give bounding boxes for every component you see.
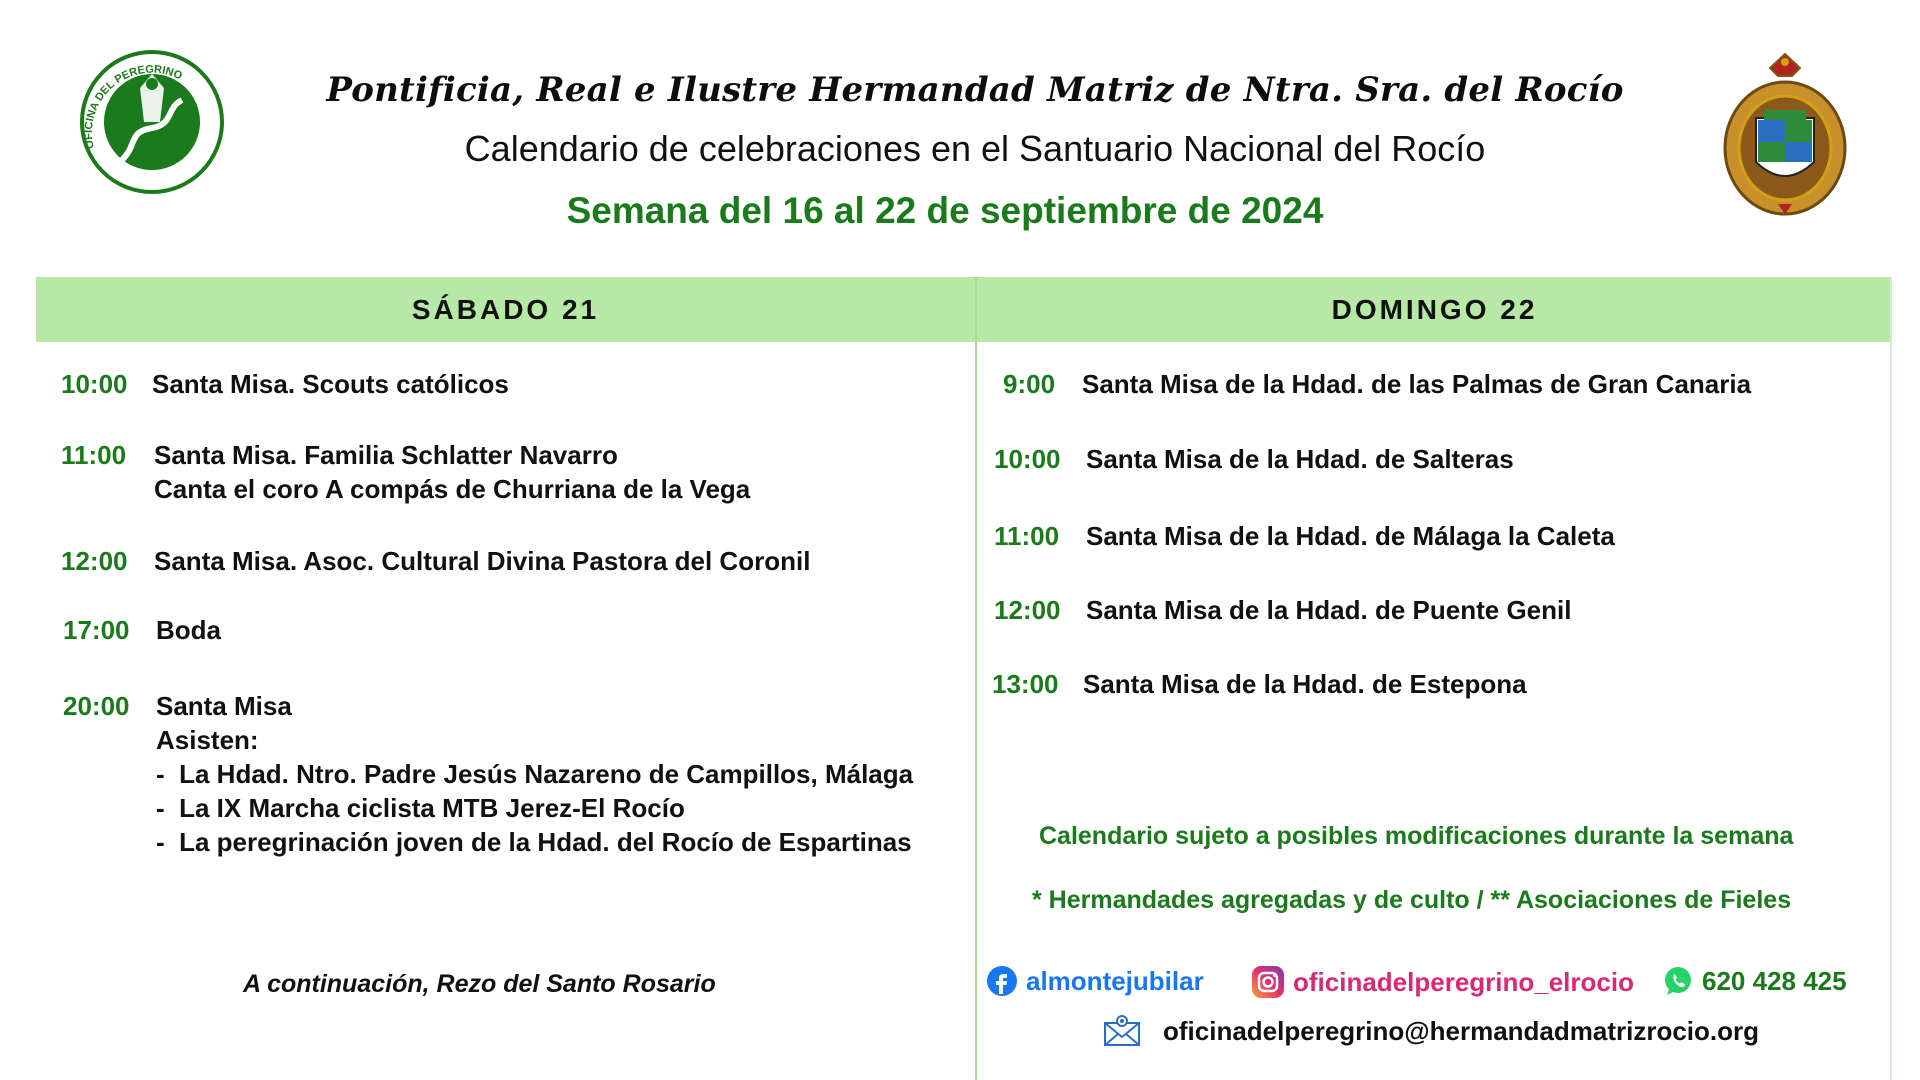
whatsapp-link[interactable] [1662, 965, 1847, 997]
event-description [1086, 442, 1514, 476]
instagram-icon [1251, 965, 1285, 999]
event-description [1083, 667, 1527, 701]
event-time: 12:00 [994, 595, 1061, 625]
facebook-handle: almontejubilar [1026, 965, 1204, 996]
event-line: Boda [156, 615, 221, 645]
event-line: Santa Misa de la Hdad. de Puente Genil [1086, 595, 1572, 625]
event-description [152, 367, 509, 401]
event-time: 12:00 [61, 546, 128, 576]
event-time: 17:00 [63, 615, 130, 645]
brotherhood-coat-of-arms-icon [1720, 50, 1850, 220]
event-line: Santa Misa. Asoc. Cultural Divina Pastora del Coronil [154, 546, 811, 576]
logo-text: OFICINA DEL PEREGRINO [82, 63, 184, 150]
event-line: Canta el coro A compás de Churriana de la Vega [154, 474, 751, 504]
calendar-subtitle: Calendario de celebraciones en el Santuario Nacional del Rocío [464, 128, 1486, 169]
event-line: Santa Misa de la Hdad. de Málaga la Caleta [1086, 521, 1615, 551]
event-line: - La Hdad. Ntro. Padre Jesús Nazareno de Campillos, Málaga [156, 759, 914, 789]
event-line: Santa Misa de la Hdad. de Estepona [1083, 669, 1527, 699]
event-time: 20:00 [63, 691, 130, 721]
rosary-note: A continuación, Rezo del Santo Rosario [243, 970, 716, 998]
event-line: Santa Misa [156, 691, 292, 721]
event-line: Santa Misa de la Hdad. de Salteras [1086, 444, 1514, 474]
event-description [154, 438, 750, 506]
event-line: Santa Misa. Scouts católicos [152, 369, 509, 399]
email-address: oficinadelperegrino@hermandadmatrizrocio.org [1163, 1015, 1760, 1046]
envelope-icon [1103, 1015, 1141, 1047]
email-link[interactable] [1103, 1015, 1759, 1047]
event-description [1086, 519, 1615, 553]
sunday-header: DOMINGO 22 [977, 277, 1892, 342]
legend-note: * Hermandades agregadas y de culto / ** Asociaciones de Fieles [1032, 886, 1792, 914]
instagram-link[interactable] [1251, 965, 1634, 999]
facebook-link[interactable] [986, 965, 1204, 997]
event-line: Asisten: [156, 725, 259, 755]
brotherhood-title: Pontificia, Real e Ilustre Hermandad Matriz de Ntra. Sra. del Rocío [326, 70, 1624, 110]
table-right-border [1890, 277, 1892, 1080]
event-time: 13:00 [992, 669, 1059, 699]
event-line: Santa Misa de la Hdad. de las Palmas de Gran Canaria [1082, 369, 1752, 399]
event-line: - La peregrinación joven de la Hdad. del Rocío de Espartinas [156, 827, 912, 857]
event-description [154, 544, 810, 578]
event-time: 10:00 [61, 369, 128, 399]
page-header [0, 0, 1920, 270]
event-line: - La IX Marcha ciclista MTB Jerez-El Rocío [156, 793, 685, 823]
facebook-icon [986, 965, 1018, 997]
event-time: 10:00 [994, 444, 1061, 474]
event-description [156, 613, 221, 647]
event-time: 11:00 [61, 440, 127, 470]
event-description [1086, 593, 1571, 627]
saturday-header: SÁBADO 21 [36, 277, 975, 342]
modifications-note: Calendario sujeto a posibles modificaciones durante la semana [1039, 822, 1794, 850]
whatsapp-icon [1662, 965, 1694, 997]
column-divider [975, 277, 977, 1080]
event-time: 11:00 [994, 521, 1060, 551]
whatsapp-number: 620 428 425 [1702, 965, 1847, 996]
event-description [156, 689, 913, 859]
event-time: 9:00 [1003, 369, 1056, 399]
event-description [1082, 367, 1751, 401]
week-range: Semana del 16 al 22 de septiembre de 2024 [566, 190, 1324, 231]
event-line: Santa Misa. Familia Schlatter Navarro [154, 440, 618, 470]
instagram-handle: oficinadelperegrino_elrocio [1293, 966, 1634, 997]
